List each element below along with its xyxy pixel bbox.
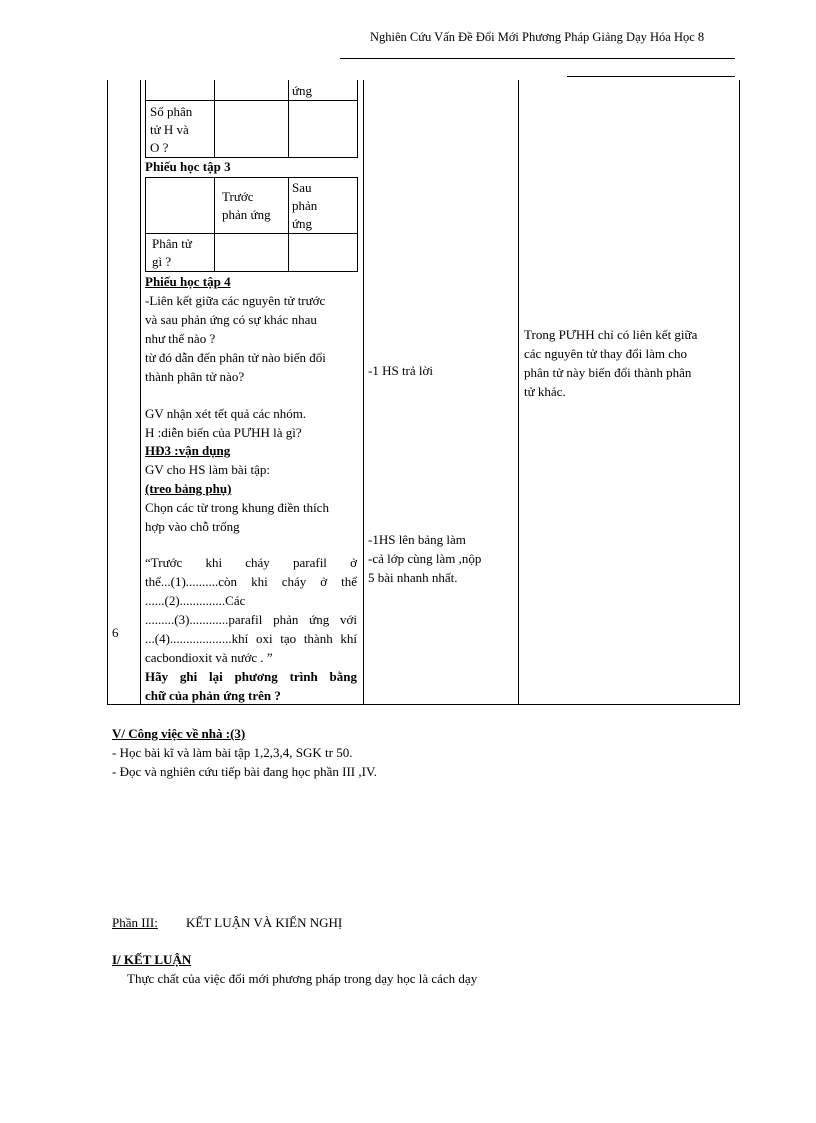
- phieu3-title: Phiếu học tập 3: [145, 159, 231, 174]
- hay-ghi-2: chữ của phản ứng trên ?: [145, 688, 281, 703]
- row-number: 6: [112, 625, 119, 640]
- phieu2-row-label-1: Số phân: [150, 104, 193, 119]
- part3-title: KẾT LUẬN VÀ KIẾN NGHỊ: [186, 915, 343, 930]
- chon-cac-tu-1: Chọn các từ trong khung điền thích: [145, 500, 329, 515]
- quote-line-3: ......(2)..............Các: [145, 593, 246, 608]
- phieu4-line-3: như thế nào ?: [145, 331, 216, 346]
- note-line-2: các nguyên tử thay đổi làm cho: [524, 346, 687, 361]
- hs-answer-2-line-1: -1HS lên bảng làm: [368, 532, 466, 547]
- conclusion-title: I/ KẾT LUẬN: [112, 952, 192, 967]
- note-line-3: phân tử này biến đổi thành phân: [524, 365, 692, 380]
- phieu3-head-col3-1: Sau: [292, 180, 312, 195]
- homework-title: V/ Công việc về nhà :(3): [112, 726, 246, 741]
- conclusion-text: Thực chất của việc đổi mới phương pháp trong dạy học là cách dạy: [127, 971, 478, 986]
- hs-answer-2-line-2: -cả lớp cùng làm ,nộp: [368, 551, 482, 566]
- hd3-line-1: GV cho HS làm bài tập:: [145, 462, 271, 477]
- header-rule: [340, 58, 735, 59]
- header-rule-short: [567, 76, 735, 77]
- phieu3-head-col3-2: phản: [292, 198, 318, 213]
- chon-cac-tu-2: hợp vào chỗ trống: [145, 519, 240, 534]
- hd3-title: HĐ3 :vận dụng: [145, 443, 231, 458]
- treo-bang-phu: (treo bảng phụ): [145, 481, 232, 496]
- part3-label: Phần III:: [112, 915, 158, 930]
- gv-nhan-xet-2: H :diễn biến của PƯHH là gì?: [145, 425, 302, 440]
- quote-line-6: cacbondioxit và nước . ”: [145, 650, 273, 665]
- homework-item-2: - Đọc và nghiên cứu tiếp bài đang học phần III ,IV.: [112, 764, 377, 779]
- phieu4-title: Phiếu học tập 4: [145, 274, 231, 289]
- quote-line-4: .........(3)............parafil phản ứng với: [145, 612, 357, 627]
- page-header-title: Nghiên Cứu Vấn Đề Đổi Mới Phương Pháp Giảng Dạy Hóa Học 8: [370, 30, 705, 44]
- phieu2-row-label-3: O ?: [150, 140, 169, 155]
- gv-nhan-xet-1: GV nhận xét tết quả các nhóm.: [145, 406, 307, 421]
- phieu3-head-col2-1: Trước: [222, 189, 254, 204]
- hs-answer-1: -1 HS trả lời: [368, 363, 434, 378]
- hay-ghi-1: Hãy ghi lại phương trình bằng: [145, 669, 357, 684]
- phieu2-row-label-2: tử H và: [150, 122, 189, 137]
- phieu4-line-1: -Liên kết giữa các nguyên tử trước: [145, 293, 326, 308]
- hs-answer-2-line-3: 5 bài nhanh nhất.: [368, 570, 458, 585]
- phieu3-row-label-1: Phân tử: [152, 236, 192, 251]
- note-line-1: Trong PƯHH chỉ có liên kết giữa: [524, 327, 698, 342]
- phieu4-line-4: từ đó dẫn đến phân tử nào biến đổi: [145, 350, 326, 365]
- homework-item-1: - Học bài kĩ và làm bài tập 1,2,3,4, SGK tr 50.: [112, 745, 353, 760]
- note-line-4: tử khác.: [524, 384, 566, 399]
- phieu2-top-cell: ứng: [292, 83, 313, 98]
- phieu4-line-5: thành phân tử nào?: [145, 369, 245, 384]
- quote-line-2: thể...(1)..........còn khi cháy ở thể: [145, 574, 357, 589]
- phieu4-line-2: và sau phản ứng có sự khác nhau: [145, 312, 317, 327]
- phieu3-head-col3-3: ứng: [292, 216, 313, 231]
- quote-line-5: ...(4)...................khí oxi tạo thành khí: [145, 631, 357, 646]
- quote-line-1: “Trước khi cháy parafil ở: [145, 555, 357, 570]
- phieu3-head-col2-2: phản ứng: [222, 207, 271, 222]
- phieu3-row-label-2: gì ?: [152, 254, 172, 269]
